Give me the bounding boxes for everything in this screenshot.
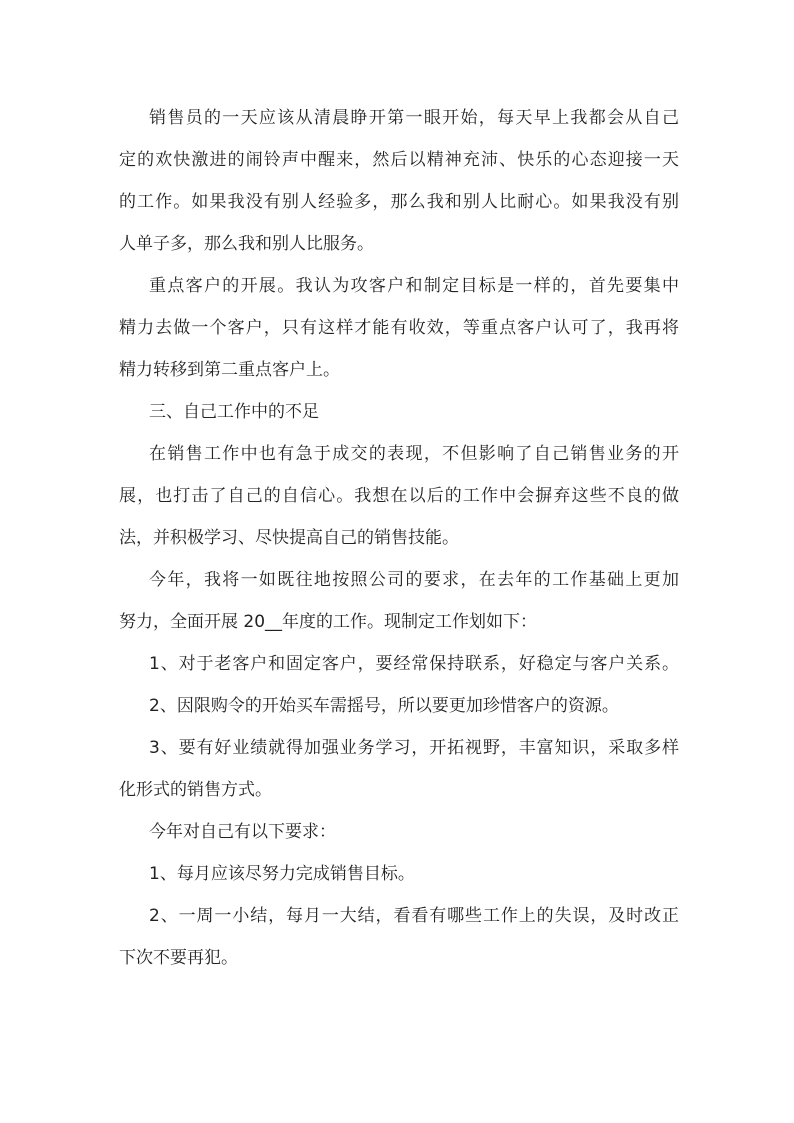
paragraph-2-line-3: 精力转移到第二重点客户上。: [119, 360, 340, 380]
requirement-item-2-line-1: 2、一周一小结，每月一大结，看看有哪些工作上的失误，及时改正: [149, 906, 679, 926]
requirement-item-1: 1、每月应该尽努力完成销售目标。: [149, 864, 415, 884]
paragraph-1-line-2: 定的欢快激进的闹铃声中醒来，然后以精神充沛、快乐的心态迎接一天: [119, 150, 679, 170]
document-body: [119, 97, 679, 979]
paragraph-1-line-3: 的工作。如果我没有别人经验多，那么我和别人比耐心。如果我没有别: [119, 192, 679, 212]
paragraph-2-line-2: 精力去做一个客户，只有这样才能有收效，等重点客户认可了，我再将: [119, 318, 679, 338]
plan-item-2: 2、因限购令的开始买车需摇号，所以要更加珍惜客户的资源。: [149, 696, 619, 716]
paragraph-3-line-3: 法，并积极学习、尽快提高自己的销售技能。: [119, 528, 459, 548]
section-heading-shortcomings: 三、自己工作中的不足: [149, 402, 319, 422]
paragraph-2-line-1: 重点客户的开展。我认为攻客户和制定目标是一样的，首先要集中: [149, 276, 679, 296]
paragraph-4-line-1: 今年，我将一如既往地按照公司的要求，在去年的工作基础上更加: [149, 570, 679, 590]
plan-item-3-line-2: 化形式的销售方式。: [119, 780, 272, 800]
paragraph-4-line-2: 努力，全面开展 20__年度的工作。现制定工作划如下：: [119, 612, 538, 632]
paragraph-3-line-1: 在销售工作中也有急于成交的表现，不但影响了自己销售业务的开: [149, 444, 679, 464]
paragraph-3-line-2: 展，也打击了自己的自信心。我想在以后的工作中会摒弃这些不良的做: [119, 486, 679, 506]
plan-item-1: 1、对于老客户和固定客户，要经常保持联系，好稳定与客户关系。: [149, 654, 679, 674]
requirement-item-2-line-2: 下次不要再犯。: [119, 948, 238, 968]
paragraph-1-line-1: 销售员的一天应该从清晨睁开第一眼开始，每天早上我都会从自己: [149, 108, 679, 128]
paragraph-1-line-4: 人单子多，那么我和别人比服务。: [119, 234, 374, 254]
requirements-intro: 今年对自己有以下要求：: [149, 822, 336, 842]
plan-item-3-line-1: 3、要有好业绩就得加强业务学习，开拓视野，丰富知识，采取多样: [149, 738, 679, 758]
